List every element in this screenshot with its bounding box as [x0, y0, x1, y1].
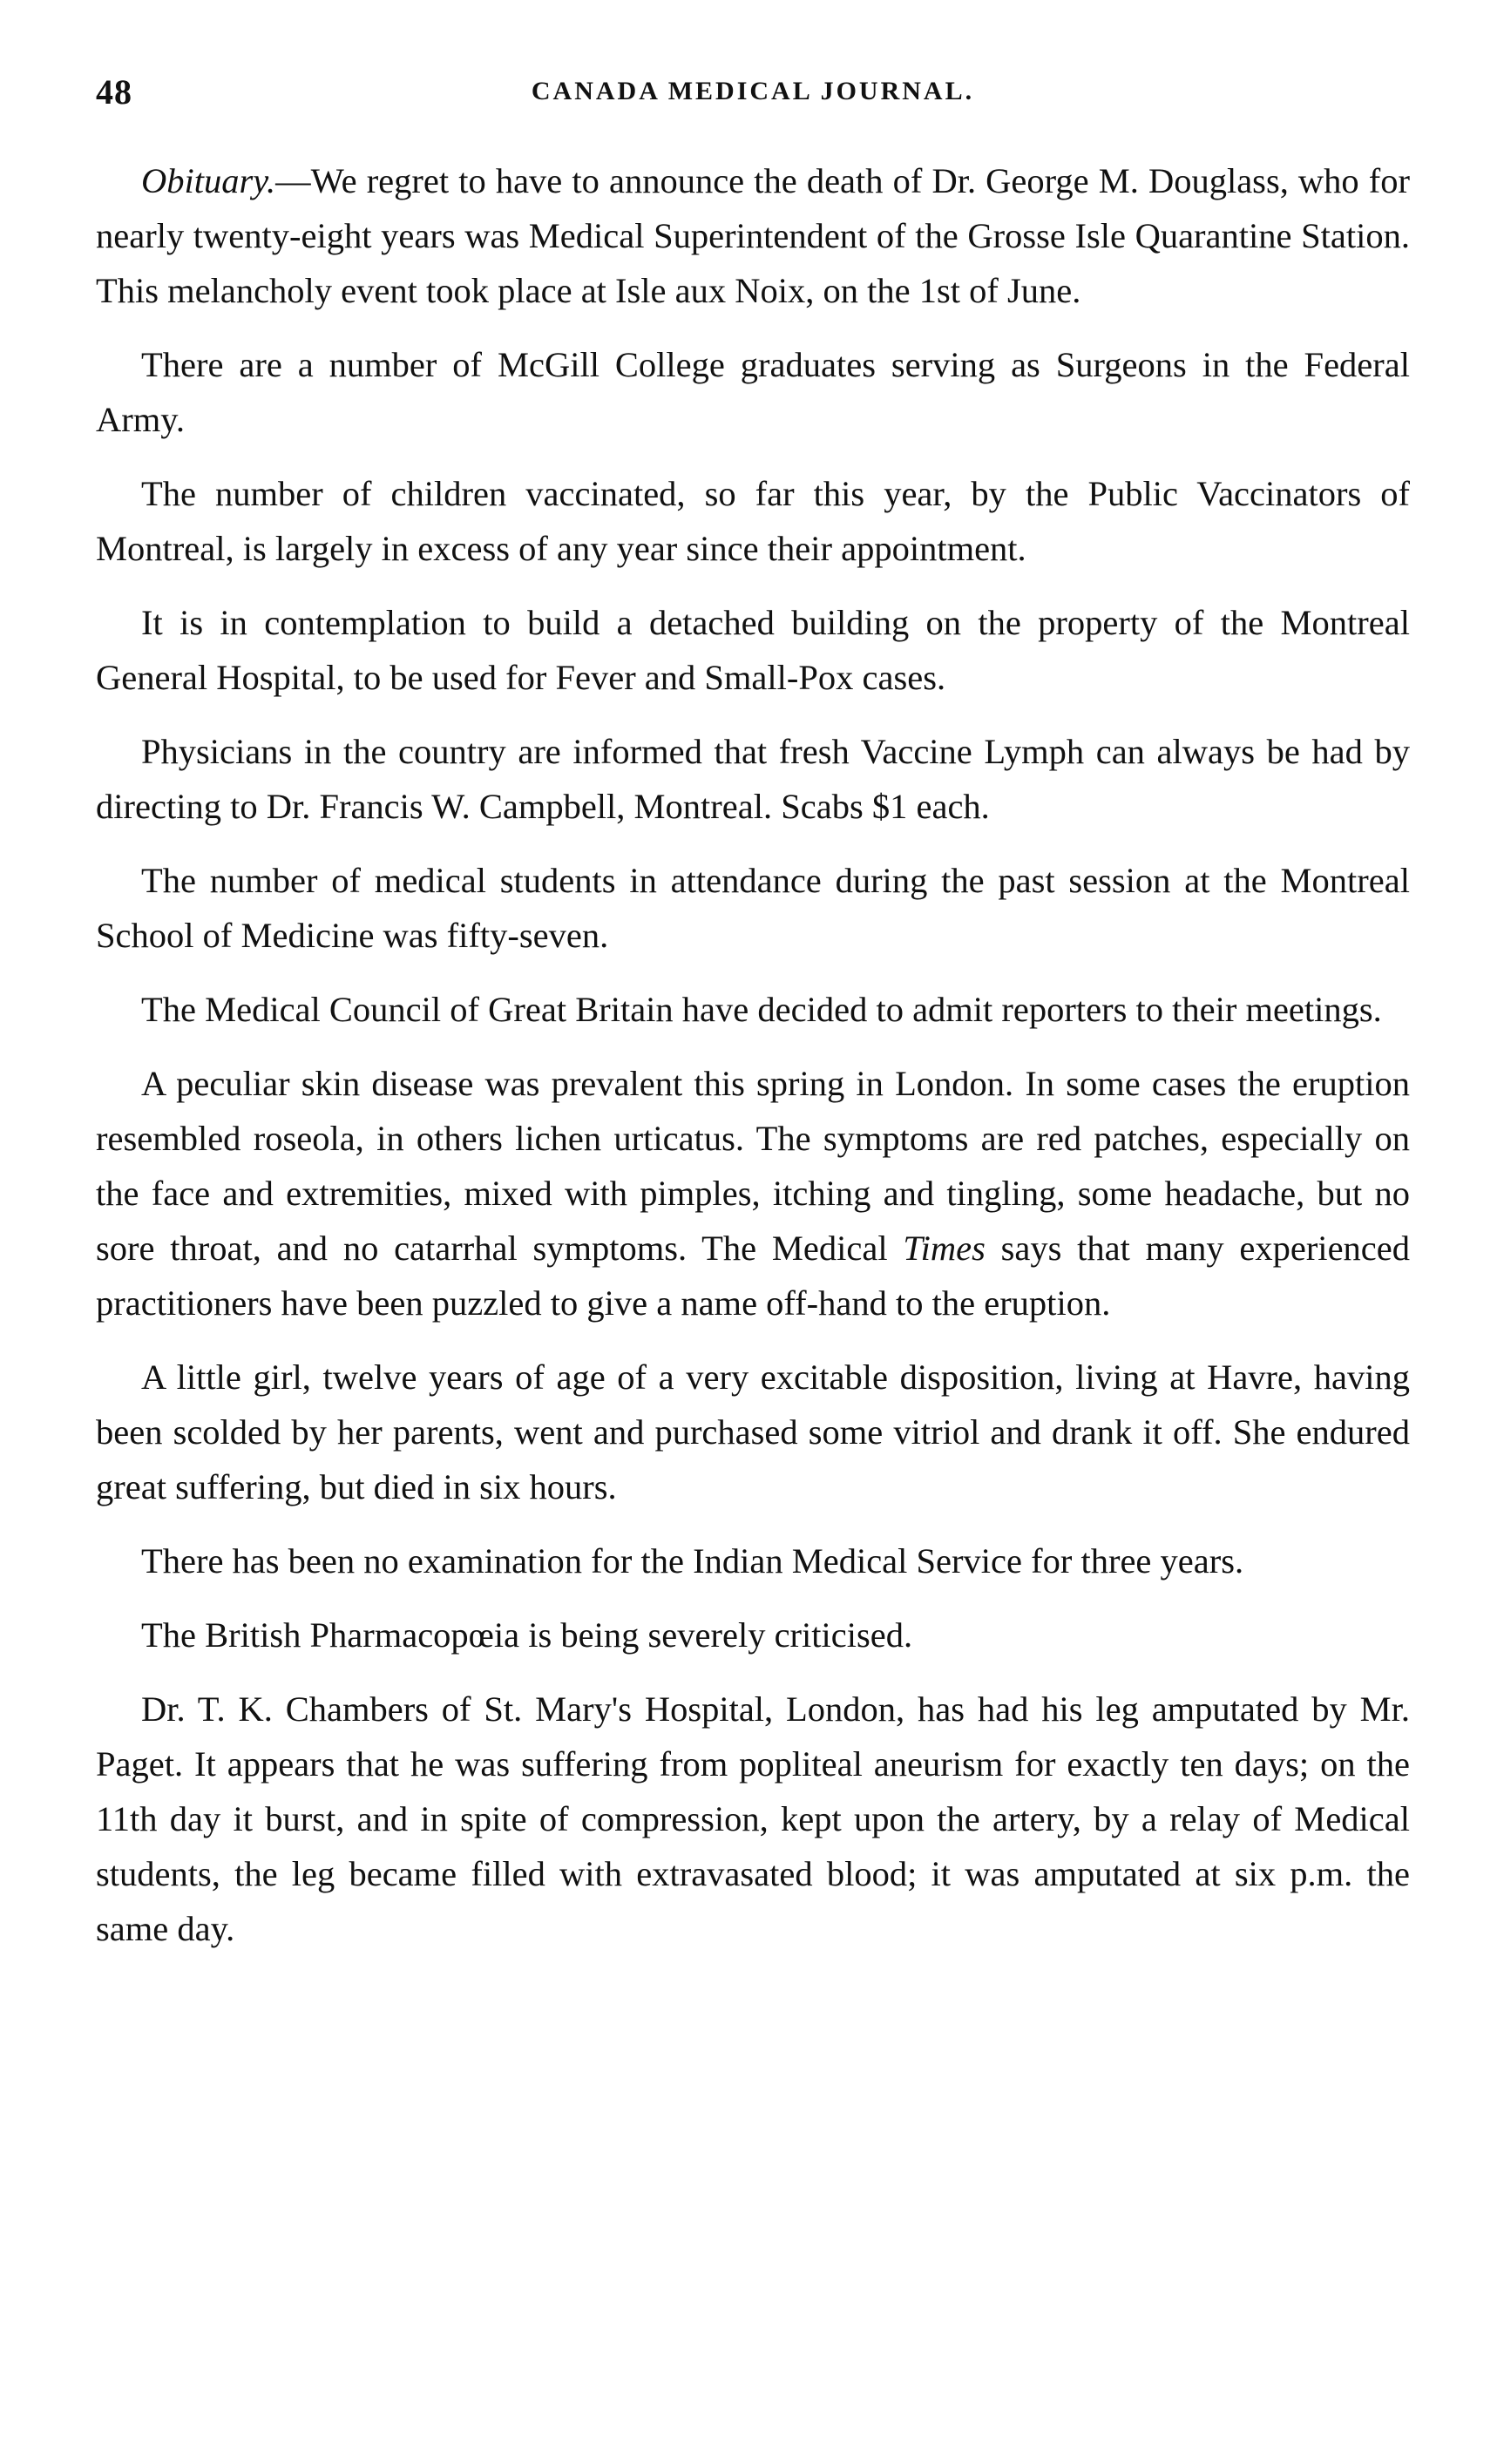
skin-disease-text-after: says that many experienced practitioners have been puzzled to give a name off-hand to the eruption.	[96, 1229, 1410, 1323]
obituary-lead-in: Obituary.	[141, 161, 276, 200]
journal-page	[96, 71, 1410, 1975]
paragraph-vitriol: A little girl, twelve years of age of a very excitable disposition, living at Havre, having been scolded by her parents, went and purchased some vitriol and drank it off. She endured great suffering, but died in six hours.	[96, 1357, 1410, 1506]
paragraph-vaccination: The number of children vaccinated, so far this year, by the Public Vaccinators of Montreal, is largely in excess of any year since their appointment.	[96, 474, 1410, 568]
page-number: 48	[96, 72, 132, 112]
paragraph-chambers: Dr. T. K. Chambers of St. Mary's Hospital, London, has had his leg amputated by Mr. Paget. It appears that he was suffering from popliteal aneurism for exactly ten days; on the 11th day it burst, and in spite of compression, kept upon the artery, by a relay of Medical students, the leg became filled with extravasated blood; it was amputated at six p.m. the same day.	[96, 1689, 1410, 1948]
paragraph-pharmacopoeia: The British Pharmacopœia is being severely criticised.	[141, 1615, 913, 1655]
paragraph-vaccine-lymph: Physicians in the country are informed that fresh Vaccine Lymph can always be had by directing to Dr. Francis W. Campbell, Montreal. Scabs $1 each.	[96, 732, 1410, 826]
paragraph-indian-service: There has been no examination for the Indian Medical Service for three years.	[141, 1541, 1244, 1581]
paragraph-skin-disease	[96, 1056, 1410, 1330]
journal-title: CANADA MEDICAL JOURNAL.	[531, 77, 975, 105]
paragraph-students: The number of medical students in attendance during the past session at the Montreal School of Medicine was fifty-seven.	[96, 861, 1410, 955]
obituary-text: —We regret to have to announce the death of Dr. George M. Douglass, who for nearly twenty-eight years was Medical Superintendent of the Grosse Isle Quarantine Station. This melancholy event took place at Isle aux Noix, on the 1st of June.	[96, 161, 1410, 310]
paragraph-obituary	[96, 153, 1410, 318]
paragraph-mcgill-surgeons: There are a number of McGill College graduates serving as Surgeons in the Federal Army.	[96, 345, 1410, 439]
paragraph-medical-council: The Medical Council of Great Britain have decided to admit reporters to their meetings.	[141, 990, 1382, 1029]
times-italic: Times	[903, 1229, 986, 1268]
skin-disease-text-before: A peculiar skin disease was prevalent this spring in London. In some cases the eruption resembled roseola, in others lichen urticatus. The symptoms are red patches, especially on the face and extremities, mixed with pimples, itching and tingling, some headache, but no sore throat, and no catarrhal symptoms. The Medical	[96, 1064, 1410, 1268]
running-head	[96, 71, 1410, 124]
paragraph-hospital-building: It is in contemplation to build a detached building on the property of the Montreal General Hospital, to be used for Fever and Small-Pox cases.	[96, 603, 1410, 697]
